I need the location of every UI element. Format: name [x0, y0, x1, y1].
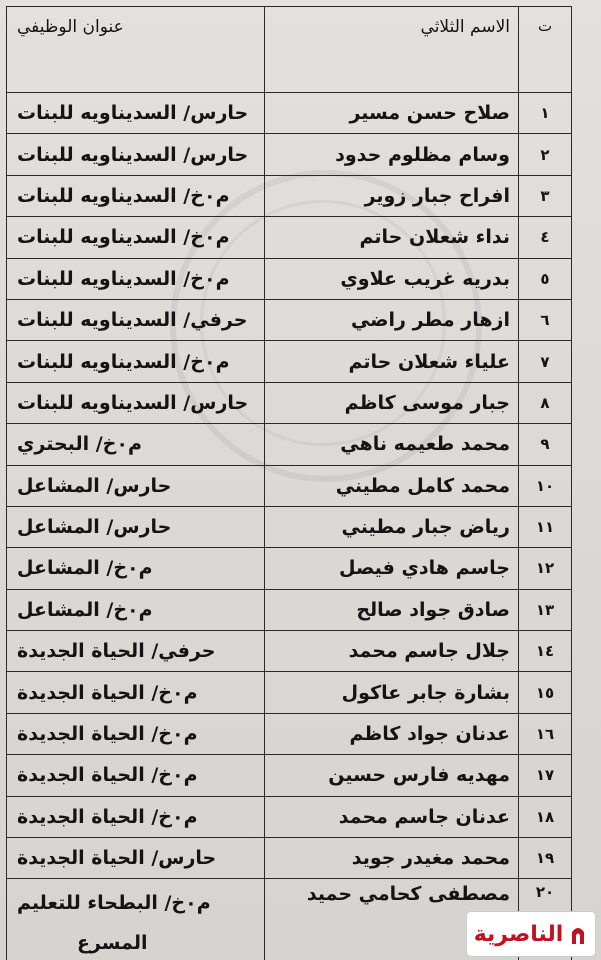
table-body — [7, 93, 572, 879]
table-row — [7, 589, 572, 630]
row-num: ٢ — [519, 134, 572, 175]
row-num: ٢٠ — [519, 879, 572, 960]
row-num: ٤ — [519, 217, 572, 258]
table-row — [7, 548, 572, 589]
row-title: م٠خ/ الحياة الجديدة — [7, 755, 265, 796]
row-title-line2: المسرع — [77, 932, 148, 955]
row-name: عدنان جواد كاظم — [265, 713, 519, 754]
row-name: صادق جواد صالح — [265, 589, 519, 630]
header-title: عنوان الوظيفي — [7, 7, 265, 93]
row-name: علياء شعلان حاتم — [265, 341, 519, 382]
row-title: م٠خ/ السديناويه للبنات — [7, 217, 265, 258]
row-name: بدريه غريب علاوي — [265, 258, 519, 299]
logo-icon — [568, 922, 588, 946]
table-row — [7, 175, 572, 216]
row-title: م٠خ/ السديناويه للبنات — [7, 258, 265, 299]
table-row — [7, 93, 572, 134]
row-num: ٩ — [519, 424, 572, 465]
row-num: ١٩ — [519, 838, 572, 879]
row-name: عدنان جاسم محمد — [265, 796, 519, 837]
row-title: حرفي/ السديناويه للبنات — [7, 299, 265, 340]
table-row — [7, 299, 572, 340]
row-title: حارس/ المشاعل — [7, 465, 265, 506]
table-row — [7, 506, 572, 547]
row-num: ٧ — [519, 341, 572, 382]
row-num: ١٢ — [519, 548, 572, 589]
table-row — [7, 672, 572, 713]
row-name: محمد طعيمه ناهي — [265, 424, 519, 465]
row-title: م٠خ/ الحياة الجديدة — [7, 672, 265, 713]
row-title: م٠خ/ السديناويه للبنات — [7, 341, 265, 382]
watermark-logo — [467, 912, 595, 956]
watermark-text: الناصرية — [473, 921, 564, 947]
header-name: الاسم الثلاثي — [265, 7, 519, 93]
table-row — [7, 341, 572, 382]
row-name: بشارة جابر عاكول — [265, 672, 519, 713]
row-num: ١٨ — [519, 796, 572, 837]
row-name: وسام مظلوم حدود — [265, 134, 519, 175]
row-title-line1: م٠خ/ البطحاء للتعليم — [17, 892, 211, 915]
row-title: حارس/ الحياة الجديدة — [7, 838, 265, 879]
row-name: صلاح حسن مسير — [265, 93, 519, 134]
row-title: حرفي/ الحياة الجديدة — [7, 631, 265, 672]
table-row — [7, 424, 572, 465]
row-num: ١٥ — [519, 672, 572, 713]
row-title: م٠خ/ المشاعل — [7, 589, 265, 630]
table-row — [7, 217, 572, 258]
row-num: ١١ — [519, 506, 572, 547]
row-title: حارس/ السديناويه للبنات — [7, 382, 265, 423]
table-row — [7, 382, 572, 423]
table-row — [7, 465, 572, 506]
row-num: ١٦ — [519, 713, 572, 754]
row-num: ٣ — [519, 175, 572, 216]
row-title: حارس/ المشاعل — [7, 506, 265, 547]
row-num: ١٤ — [519, 631, 572, 672]
row-title: م٠خ/ الحياة الجديدة — [7, 713, 265, 754]
row-num: ١٧ — [519, 755, 572, 796]
employees-table — [6, 6, 572, 960]
row-name: رياض جبار مطيني — [265, 506, 519, 547]
header-num: ت — [519, 7, 572, 93]
row-title: م٠خ/ البحتري — [7, 424, 265, 465]
row-name: ازهار مطر راضي — [265, 299, 519, 340]
row-title: م٠خ/ الحياة الجديدة — [7, 796, 265, 837]
table-header-row — [7, 7, 572, 93]
row-name: جبار موسى كاظم — [265, 382, 519, 423]
row-num: ١ — [519, 93, 572, 134]
row-title: حارس/ السديناويه للبنات — [7, 134, 265, 175]
row-num: ١٣ — [519, 589, 572, 630]
row-name: جاسم هادي فيصل — [265, 548, 519, 589]
table-row — [7, 838, 572, 879]
row-name: مهديه فارس حسين — [265, 755, 519, 796]
table-row — [7, 258, 572, 299]
row-num: ٦ — [519, 299, 572, 340]
row-name: محمد مغيدر جويد — [265, 838, 519, 879]
row-title: م٠خ/ السديناويه للبنات — [7, 175, 265, 216]
row-name: نداء شعلان حاتم — [265, 217, 519, 258]
row-name: مصطفى كحامي حميد — [265, 879, 519, 960]
row-num: ١٠ — [519, 465, 572, 506]
table-row — [7, 631, 572, 672]
row-title: م٠خ/ المشاعل — [7, 548, 265, 589]
row-title — [7, 879, 265, 960]
row-name: جلال جاسم محمد — [265, 631, 519, 672]
table-row — [7, 755, 572, 796]
row-title: حارس/ السديناويه للبنات — [7, 93, 265, 134]
table-row — [7, 796, 572, 837]
table-row — [7, 134, 572, 175]
row-name: محمد كامل مطيني — [265, 465, 519, 506]
table-row — [7, 713, 572, 754]
row-num: ٨ — [519, 382, 572, 423]
row-name: افراح جبار زوير — [265, 175, 519, 216]
row-num: ٥ — [519, 258, 572, 299]
